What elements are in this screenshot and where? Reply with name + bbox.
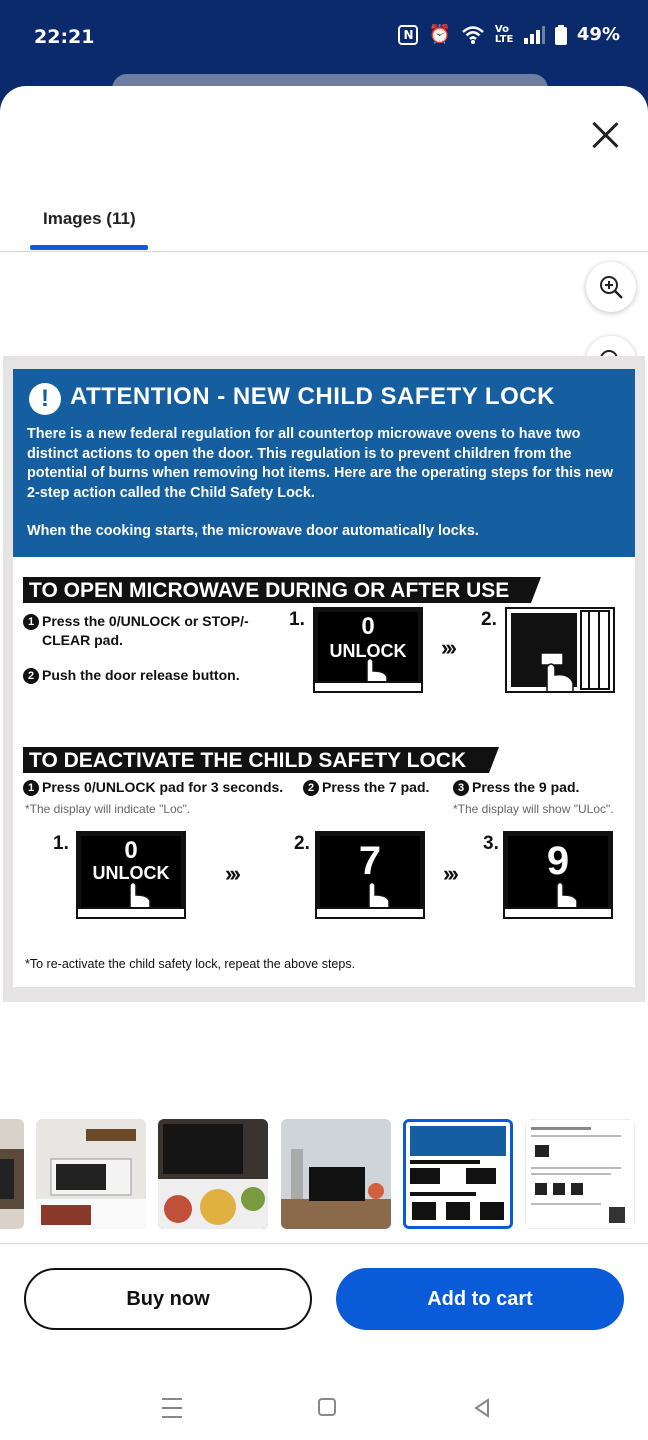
tab-images-label: Images (11) [43,209,136,228]
image-viewer-sheet [0,86,648,1440]
signal-icon [523,26,545,44]
close-button[interactable] [586,116,624,154]
tab-selected-indicator [30,245,148,250]
main-product-image[interactable] [3,356,645,1002]
label-1: 1. [289,609,305,630]
thumb-french-instructions-image [525,1119,635,1229]
arrows-open: ››› [441,635,454,660]
open-section-heading: TO OPEN MICROWAVE DURING OR AFTER USE [23,577,531,603]
pad-zero: 0 [124,837,138,864]
arrows-deact-1: ››› [225,861,238,886]
thumbnail-1[interactable] [0,1119,24,1229]
thumb-kitchen-white-microwave-image [36,1119,146,1229]
open-step-1: 1 Press the 0/UNLOCK or STOP/- [23,613,249,630]
arrows-deact-2: ››› [443,861,456,886]
wifi-icon [461,25,485,45]
tab-divider [0,251,648,252]
pad-nine: 9 [546,839,570,883]
deactivate-step-1: 1 Press 0/UNLOCK pad for 3 seconds. [23,779,283,796]
step-number-1: 1 [23,780,39,796]
attention-body-auto-lock: When the cooking starts, the microwave door automatically locks. [27,523,479,539]
status-time: 22:21 [34,26,95,48]
step-number-1: 1 [23,614,39,630]
pad-unlock: UNLOCK [92,863,170,883]
deactivate-note-3: *The display will show "ULoc". [453,802,614,816]
nine-pad-illustration [503,831,613,919]
door-release-illustration [505,607,615,693]
open-step-1-cont: CLEAR pad. [42,632,123,648]
battery-percent: 49% [576,24,620,45]
step-number-2: 2 [303,780,319,796]
thumbnail-3[interactable] [158,1119,268,1229]
finger-icon [547,879,581,909]
thumbnail-5-selected[interactable] [403,1119,513,1229]
open-step-2: 2 Push the door release button. [23,667,240,684]
thumbnail-divider [0,1243,648,1244]
deactivate-note-1: *The display will indicate "Loc". [25,802,191,816]
unlock-pad-deactivate [76,831,186,919]
finger-icon [120,879,154,909]
status-icons [398,24,620,45]
system-nav-bar [0,1366,648,1440]
zoom-in-button[interactable] [586,262,636,312]
back-icon[interactable] [472,1398,492,1418]
label-1-deact: 1. [53,833,69,854]
label-2-open: 2. [481,609,497,630]
thumb-microwave-partial-image [0,1119,24,1229]
attention-body: There is a new federal regulation for all countertop microwave ovens to have two distinct actions to open the door. This regulation is to prevent children from the potential of burns when removing hot items. Here are the operating steps for this new 2-step action called the Child Safety Lock. [27,426,614,501]
deactivate-section-heading: TO DEACTIVATE THE CHILD SAFETY LOCK [23,747,489,773]
thumb-kitchen-black-microwave-image [281,1119,391,1229]
thumb-microwave-food-table-image [158,1119,268,1229]
step-number-3: 3 [453,780,469,796]
exclamation-icon: ! [29,383,61,415]
label-2-deact: 2. [294,833,310,854]
door-icon [507,609,613,691]
alarm-icon: ⏰ [428,24,451,45]
pad-zero: 0 [361,613,375,640]
battery-icon [555,25,567,45]
step-number-2: 2 [23,668,39,684]
thumbnail-2[interactable] [36,1119,146,1229]
unlock-pad-illustration [313,607,423,693]
reactivate-footnote: *To re-activate the child safety lock, repeat the above steps. [25,957,356,971]
volte-icon: Vo LTE [494,23,514,45]
thumbnail-4[interactable] [281,1119,391,1229]
attention-banner [13,369,635,557]
recent-apps-icon[interactable] [162,1398,182,1418]
thumb-child-safety-lock-image [406,1122,510,1226]
attention-title: ATTENTION - NEW CHILD SAFETY LOCK [70,383,555,410]
thumbnail-6[interactable] [525,1119,635,1229]
finger-icon [359,879,393,909]
deactivate-step-2: 2 Press the 7 pad. [303,779,429,796]
seven-pad-illustration [315,831,425,919]
tab-images[interactable] [30,196,148,250]
zoom-in-icon [598,274,624,300]
pad-unlock: UNLOCK [329,641,407,661]
instruction-sheet [13,369,635,987]
thumbnail-strip [0,1119,648,1231]
pad-seven: 7 [358,839,382,883]
status-bar [0,0,648,80]
add-to-cart-button[interactable]: Add to cart [336,1268,624,1330]
home-icon[interactable] [318,1398,336,1416]
label-3-deact: 3. [483,833,499,854]
deactivate-step-3: 3 Press the 9 pad. [453,779,579,796]
buy-now-button[interactable]: Buy now [24,1268,312,1330]
nfc-icon: N [398,25,418,45]
